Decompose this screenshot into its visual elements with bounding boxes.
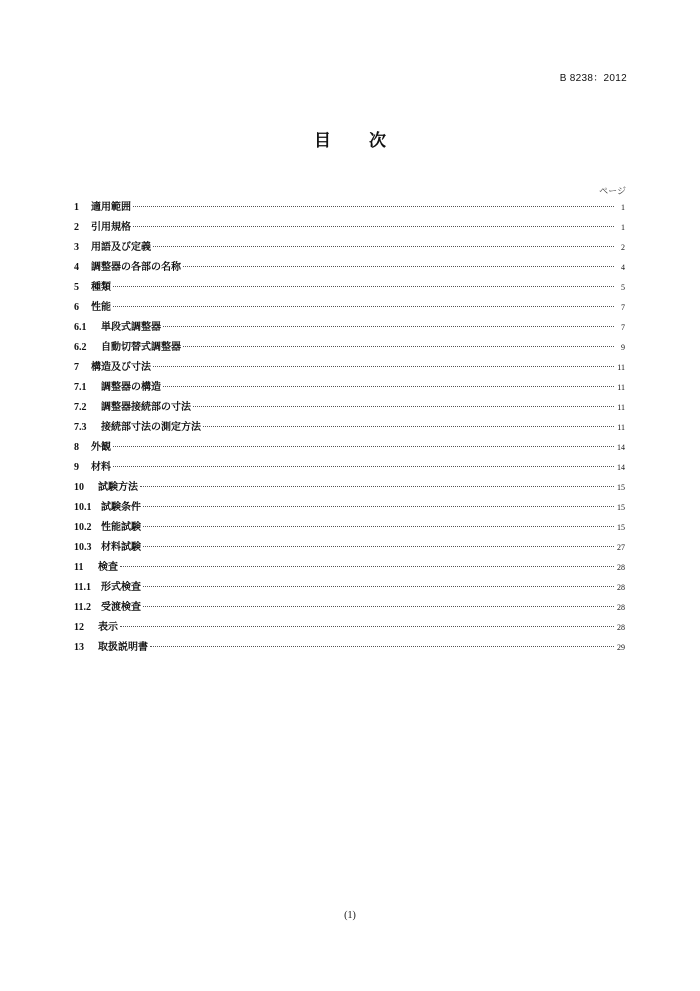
toc-entry-page: 15: [617, 523, 625, 532]
dot-leader: [183, 266, 614, 267]
toc-entry[interactable]: [74, 538, 625, 558]
toc-entry-number: 13: [74, 642, 84, 653]
toc-entry-title: 検査: [98, 562, 118, 573]
toc-entry-title: 接続部寸法の測定方法: [101, 422, 201, 433]
toc-entry-number: 6.1: [74, 322, 87, 333]
toc-entry[interactable]: [74, 578, 625, 598]
toc-entry-page: 14: [617, 443, 625, 452]
toc-entry-number: 7: [74, 362, 79, 373]
dot-leader: [163, 386, 614, 387]
toc-entry-page: 7: [621, 323, 625, 332]
toc-entry-number: 3: [74, 242, 79, 253]
toc-entry-page: 14: [617, 463, 625, 472]
toc-entry-number: 8: [74, 442, 79, 453]
toc-entry-page: 11: [617, 423, 625, 432]
toc-entry-title: 種類: [91, 282, 111, 293]
toc-entry-page: 15: [617, 483, 625, 492]
toc-entry-title: 自動切替式調整器: [101, 342, 181, 353]
toc-entry-page: 15: [617, 503, 625, 512]
dot-leader: [133, 206, 614, 207]
page-number: (1): [344, 910, 356, 921]
toc-entry-number: 10.2: [74, 522, 92, 533]
dot-leader: [113, 286, 614, 287]
toc-entry-page: 29: [617, 643, 625, 652]
toc-entry-page: 9: [621, 343, 625, 352]
toc-entry-number: 7.1: [74, 382, 87, 393]
toc-entry-number: 5: [74, 282, 79, 293]
dot-leader: [120, 626, 614, 627]
toc-entry-title: 外観: [91, 442, 111, 453]
page-column-label: ページ: [599, 187, 626, 197]
toc-entry-number: 11: [74, 562, 84, 573]
toc-entry[interactable]: [74, 598, 625, 618]
toc-entry[interactable]: [74, 238, 625, 258]
toc-entry[interactable]: [74, 258, 625, 278]
toc-entry[interactable]: [74, 218, 625, 238]
toc-entry[interactable]: [74, 418, 625, 438]
toc-entry-number: 1: [74, 202, 79, 213]
toc-entry-number: 10.1: [74, 502, 92, 513]
toc-entry[interactable]: [74, 458, 625, 478]
toc-entry[interactable]: [74, 498, 625, 518]
dot-leader: [203, 426, 614, 427]
dot-leader: [153, 366, 614, 367]
toc-entry-title: 調整器接続部の寸法: [101, 402, 191, 413]
toc-entry-page: 1: [621, 203, 625, 212]
document-code: B 8238：2012: [559, 73, 627, 84]
toc-entry-title: 材料試験: [101, 542, 141, 553]
toc-entry-page: 5: [621, 283, 625, 292]
toc-entry-page: 4: [621, 263, 625, 272]
toc-entry-number: 2: [74, 222, 79, 233]
toc-entry-number: 7.2: [74, 402, 87, 413]
dot-leader: [153, 246, 614, 247]
dot-leader: [163, 326, 614, 327]
dot-leader: [143, 586, 614, 587]
toc-entry-title: 構造及び寸法: [91, 362, 151, 373]
toc-title: 目 次: [314, 131, 402, 151]
toc-entry-number: 4: [74, 262, 79, 273]
toc-entry-title: 試験方法: [98, 482, 138, 493]
toc-entry-number: 10.3: [74, 542, 92, 553]
toc-entry[interactable]: [74, 558, 625, 578]
dot-leader: [120, 566, 614, 567]
toc-entry[interactable]: [74, 198, 625, 218]
toc-entry-title: 調整器の構造: [101, 382, 161, 393]
dot-leader: [143, 546, 614, 547]
toc-entry-number: 7.3: [74, 422, 87, 433]
toc-entry-title: 試験条件: [101, 502, 141, 513]
toc-entry-number: 11.1: [74, 582, 91, 593]
toc-entry-title: 適用範囲: [91, 202, 131, 213]
toc-entry[interactable]: [74, 378, 625, 398]
toc-entry[interactable]: [74, 318, 625, 338]
toc-entry-number: 6: [74, 302, 79, 313]
toc-entry[interactable]: [74, 278, 625, 298]
toc-entry-number: 6.2: [74, 342, 87, 353]
toc-entry-page: 2: [621, 243, 625, 252]
toc-entry-page: 28: [617, 563, 625, 572]
toc-entry-number: 11.2: [74, 602, 91, 613]
toc-entry-page: 7: [621, 303, 625, 312]
dot-leader: [193, 406, 614, 407]
toc-entry-number: 9: [74, 462, 79, 473]
toc-entry-title: 材料: [91, 462, 111, 473]
toc-entry-title: 用語及び定義: [91, 242, 151, 253]
toc-entry-title: 取扱説明書: [98, 642, 148, 653]
toc-entry-number: 10: [74, 482, 84, 493]
toc-entry-title: 受渡検査: [101, 602, 141, 613]
dot-leader: [183, 346, 614, 347]
dot-leader: [133, 226, 614, 227]
toc-entry[interactable]: [74, 298, 625, 318]
toc-entry-title: 調整器の各部の名称: [91, 262, 181, 273]
dot-leader: [113, 446, 614, 447]
table-of-contents: [74, 198, 625, 658]
toc-entry[interactable]: [74, 438, 625, 458]
dot-leader: [113, 466, 614, 467]
toc-entry-page: 28: [617, 583, 625, 592]
dot-leader: [150, 646, 614, 647]
toc-entry[interactable]: [74, 478, 625, 498]
toc-entry-page: 1: [621, 223, 625, 232]
toc-entry-title: 引用規格: [91, 222, 131, 233]
toc-entry-title: 表示: [98, 622, 118, 633]
toc-entry-title: 性能試験: [101, 522, 141, 533]
dot-leader: [143, 526, 614, 527]
toc-entry[interactable]: [74, 398, 625, 418]
dot-leader: [143, 506, 614, 507]
toc-entry[interactable]: [74, 338, 625, 358]
toc-entry-title: 性能: [91, 302, 111, 313]
toc-entry[interactable]: [74, 618, 625, 638]
toc-entry-page: 11: [617, 363, 625, 372]
toc-entry-page: 11: [617, 383, 625, 392]
toc-entry-title: 単段式調整器: [101, 322, 161, 333]
toc-entry-page: 28: [617, 623, 625, 632]
toc-entry-page: 28: [617, 603, 625, 612]
toc-entry-page: 27: [617, 543, 625, 552]
toc-entry-page: 11: [617, 403, 625, 412]
toc-entry-number: 12: [74, 622, 84, 633]
dot-leader: [113, 306, 614, 307]
dot-leader: [140, 486, 614, 487]
toc-entry[interactable]: [74, 358, 625, 378]
toc-entry[interactable]: [74, 638, 625, 658]
toc-entry-title: 形式検査: [101, 582, 141, 593]
dot-leader: [143, 606, 614, 607]
toc-entry[interactable]: [74, 518, 625, 538]
